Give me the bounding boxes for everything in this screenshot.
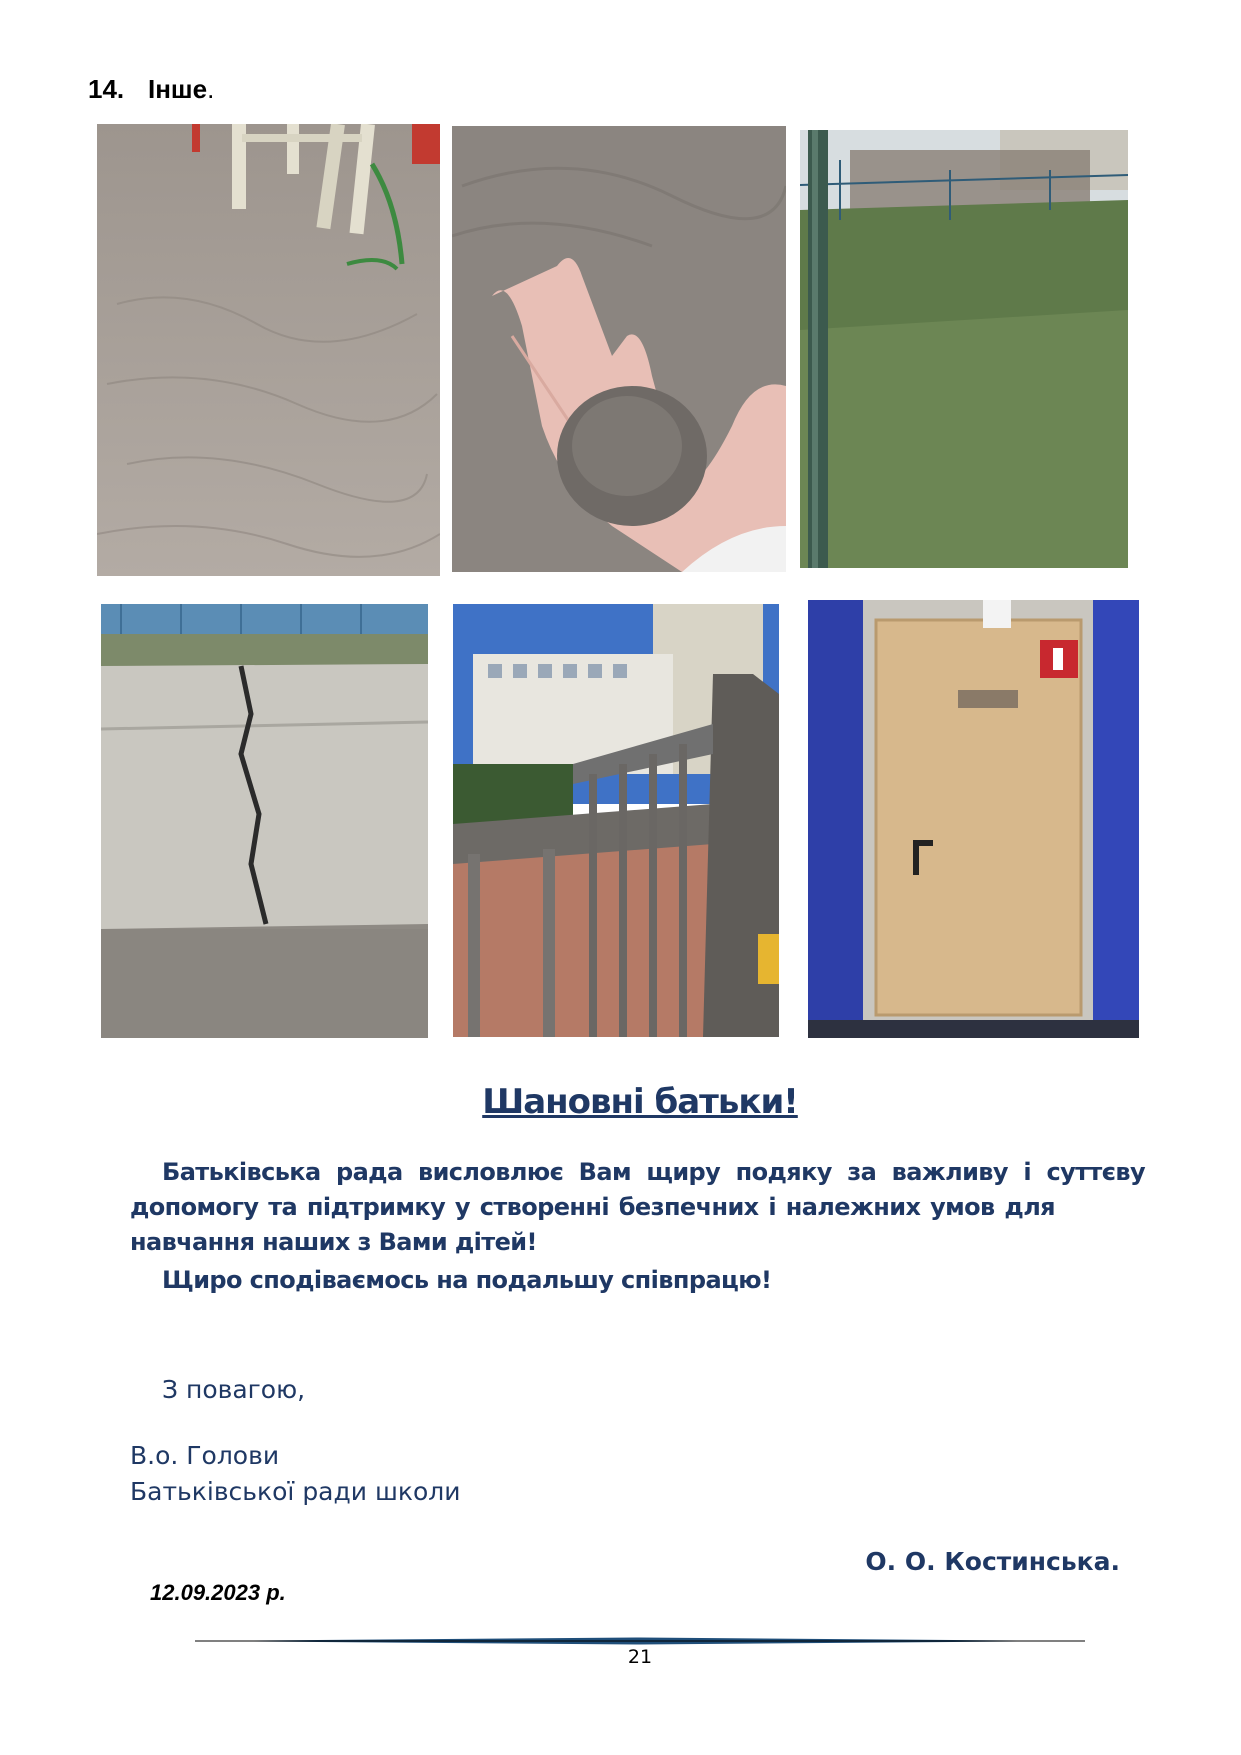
photo-sports-field: [800, 130, 1128, 568]
signatory-name: О. О. Костинська.: [865, 1547, 1120, 1576]
section-title: Інше: [148, 74, 208, 104]
section-number: 14.: [88, 74, 125, 104]
appeal-line-3: навчання наших з Вами дітей!: [130, 1228, 537, 1256]
appeal-title: Шановні батьки!: [482, 1082, 798, 1122]
position-line-1: В.о. Голови: [130, 1441, 280, 1470]
appeal-line-1: Батьківська рада висловлює Вам щиру подяку за важливу і суттєву: [162, 1158, 1145, 1186]
document-date: 12.09.2023 р.: [150, 1580, 286, 1605]
photo-door: [808, 600, 1139, 1038]
section-heading: [88, 74, 214, 105]
appeal-line-2: допомогу та підтримку у створенні безпечних і належних умов для: [130, 1193, 1055, 1221]
photo-sandbox: [97, 124, 440, 576]
photo-fence: [453, 604, 779, 1037]
section-title-punct: .: [207, 74, 215, 104]
position-line-2: Батьківської ради школи: [130, 1477, 461, 1506]
regards-text: З повагою,: [162, 1375, 306, 1404]
appeal-line-4: Щиро сподіваємось на подальшу співпрацю!: [162, 1266, 772, 1294]
photo-hand-sand: [452, 126, 786, 572]
photo-cracked-curb: [101, 604, 428, 1038]
footer-rule: [195, 1632, 1085, 1640]
page-number: 21: [627, 1646, 653, 1668]
